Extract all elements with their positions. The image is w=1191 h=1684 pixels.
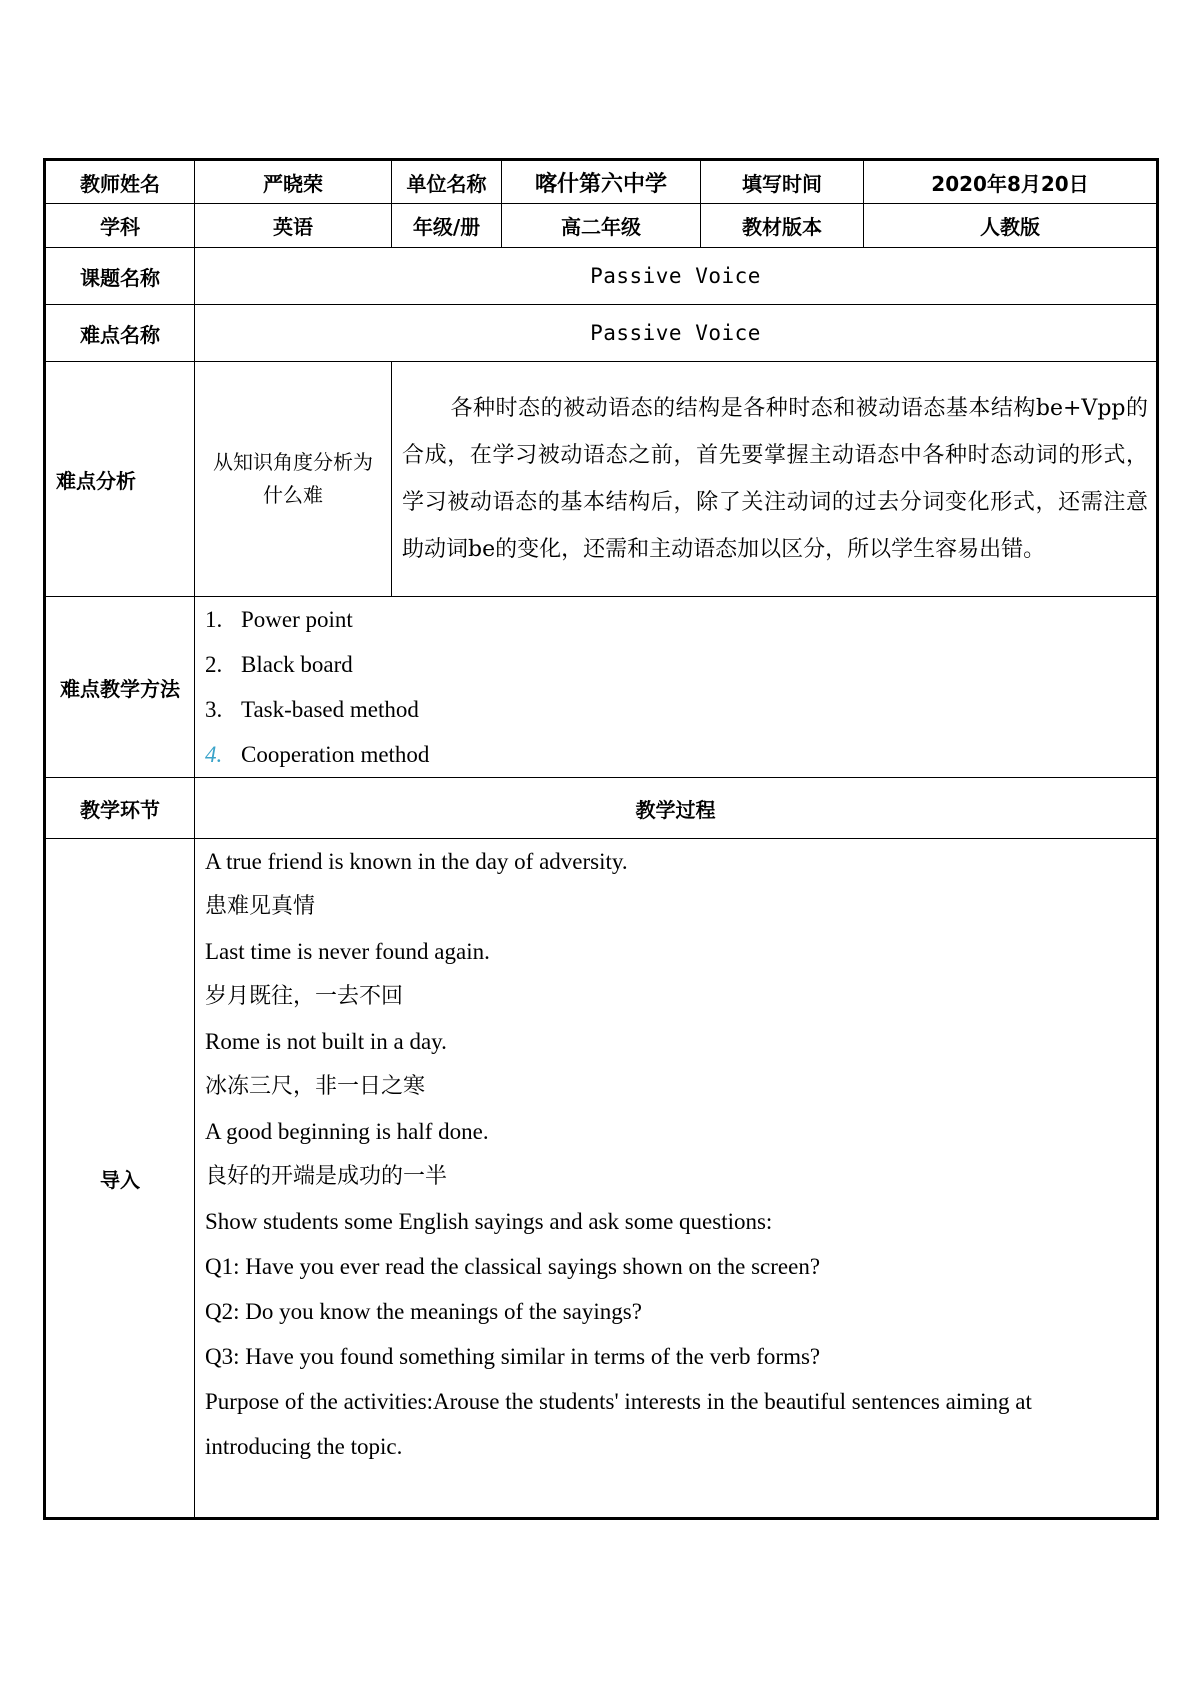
intro-line: introducing the topic. [205,1434,403,1459]
intro-line: Last time is never found again. [205,939,490,964]
list-number: 2. [205,652,223,677]
analysis-text-cell [392,362,1158,597]
difficulty-row [45,305,1158,362]
intro-row [45,839,1158,1519]
topic-value: Passive Voice [195,248,1158,305]
textbook-label: 教材版本 [701,204,864,248]
list-item [205,597,1156,642]
list-text: Black board [241,652,353,677]
teacher-name: 严晓荣 [195,160,392,204]
intro-line: 良好的开端是成功的一半 [205,1164,448,1189]
difficulty-value: Passive Voice [195,305,1158,362]
difficulty-label: 难点名称 [45,305,195,362]
lesson-plan-table [43,158,1159,1520]
intro-content [195,839,1158,1519]
intro-line: A true friend is known in the day of adversity. [205,849,628,874]
intro-line: Purpose of the activities:Arouse the students' interests in the beautiful sentences aiming at [205,1389,1032,1414]
list-number: 4. [205,742,223,767]
process-label: 教学过程 [195,778,1158,839]
intro-line: 冰冻三尺，非一日之寒 [205,1074,426,1099]
intro-line: Q3: Have you found something similar in terms of the verb forms? [205,1344,821,1369]
textbook-value: 人教版 [864,204,1158,248]
list-item [205,687,1156,732]
intro-line: Show students some English sayings and ask some questions: [205,1209,773,1234]
analysis-row [45,362,1158,597]
unit-name: 喀什第六中学 [502,160,701,204]
intro-line: Q1: Have you ever read the classical sayings shown on the screen? [205,1254,821,1279]
methods-list [195,597,1158,778]
intro-line: Rome is not built in a day. [205,1029,447,1054]
subject-value: 英语 [195,204,392,248]
list-item [205,642,1156,687]
analysis-sub-label: 从知识角度分析为什么难 [195,362,392,597]
methods-row [45,597,1158,778]
intro-line: 岁月既往，一去不回 [205,984,404,1009]
topic-label: 课题名称 [45,248,195,305]
grade-label: 年级/册 [392,204,502,248]
intro-label: 导入 [45,839,195,1519]
list-number: 1. [205,607,223,632]
date-value: 2020年8月20日 [864,160,1158,204]
grade-value: 高二年级 [502,204,701,248]
topic-row [45,248,1158,305]
methods-label: 难点教学方法 [45,597,195,778]
intro-line: 患难见真情 [205,894,316,919]
list-item [205,732,1156,777]
list-text: Task-based method [241,697,419,722]
header-row-1 [45,160,1158,204]
subject-label: 学科 [45,204,195,248]
intro-line: Q2: Do you know the meanings of the sayings? [205,1299,642,1324]
date-label: 填写时间 [701,160,864,204]
unit-label: 单位名称 [392,160,502,204]
list-text: Cooperation method [241,742,430,767]
process-stage-label: 教学环节 [45,778,195,839]
teacher-label: 教师姓名 [45,160,195,204]
intro-line: A good beginning is half done. [205,1119,489,1144]
analysis-text: 各种时态的被动语态的结构是各种时态和被动语态基本结构be+Vpp的合成，在学习被动语态之前，首先要掌握主动语态中各种时态动词的形式，学习被动语态的基本结构后，除了关注动词的过去分词变化形式，还需注意助动词be的变化，还需和主动语态加以区分，所以学生容易出错。 [402,396,1148,562]
process-header-row [45,778,1158,839]
list-text: Power point [241,607,353,632]
analysis-label: 难点分析 [45,362,195,597]
header-row-2 [45,204,1158,248]
list-number: 3. [205,697,223,722]
